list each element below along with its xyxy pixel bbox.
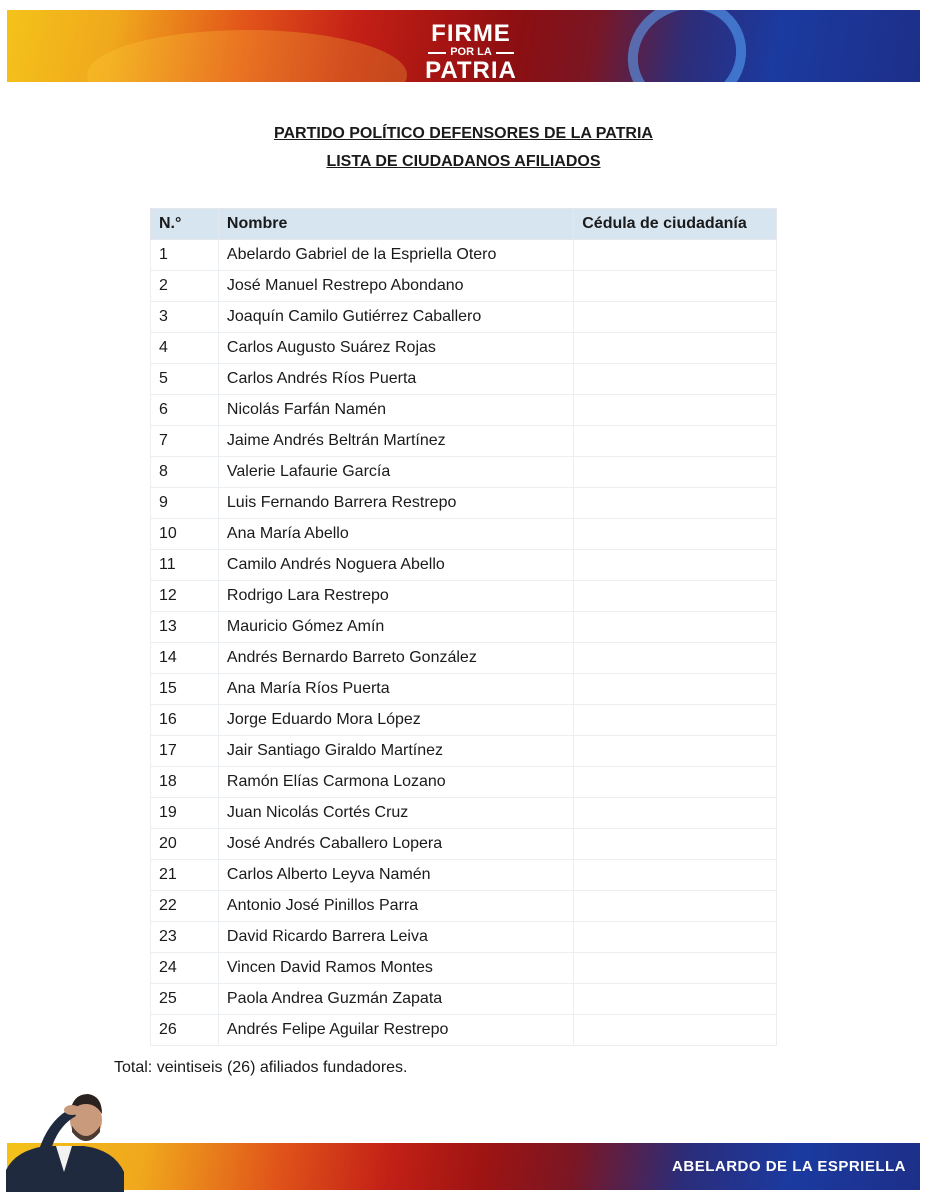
row-id-redacted	[574, 643, 777, 674]
logo-line-3: PATRIA	[425, 57, 517, 82]
row-id-redacted	[574, 488, 777, 519]
row-number: 9	[151, 488, 219, 519]
column-header-number: N.°	[151, 209, 219, 240]
row-name: Ana María Ríos Puerta	[218, 674, 573, 705]
row-id-redacted	[574, 1015, 777, 1046]
row-number: 16	[151, 705, 219, 736]
row-name: Paola Andrea Guzmán Zapata	[218, 984, 573, 1015]
row-id-redacted	[574, 240, 777, 271]
row-name: Abelardo Gabriel de la Espriella Otero	[218, 240, 573, 271]
row-name: David Ricardo Barrera Leiva	[218, 922, 573, 953]
row-number: 6	[151, 395, 219, 426]
table-row	[151, 922, 777, 953]
header-banner	[7, 10, 920, 82]
row-id-redacted	[574, 364, 777, 395]
row-name: José Andrés Caballero Lopera	[218, 829, 573, 860]
table-row	[151, 302, 777, 333]
row-name: Carlos Augusto Suárez Rojas	[218, 333, 573, 364]
document-title: PARTIDO POLÍTICO DEFENSORES DE LA PATRIA	[274, 125, 653, 142]
row-id-redacted	[574, 612, 777, 643]
row-id-redacted	[574, 829, 777, 860]
row-number: 18	[151, 767, 219, 798]
row-number: 1	[151, 240, 219, 271]
row-name: Joaquín Camilo Gutiérrez Caballero	[218, 302, 573, 333]
banner-decoration	[609, 10, 764, 82]
row-name: Carlos Alberto Leyva Namén	[218, 860, 573, 891]
table-row	[151, 426, 777, 457]
banner-decoration	[87, 30, 407, 82]
row-id-redacted	[574, 922, 777, 953]
table-row	[151, 767, 777, 798]
table-row	[151, 860, 777, 891]
affiliates-table	[150, 208, 777, 1046]
table-row	[151, 643, 777, 674]
row-id-redacted	[574, 302, 777, 333]
table-row	[151, 240, 777, 271]
row-id-redacted	[574, 519, 777, 550]
row-id-redacted	[574, 736, 777, 767]
row-name: Andrés Bernardo Barreto González	[218, 643, 573, 674]
row-name: Valerie Lafaurie García	[218, 457, 573, 488]
footer-banner	[7, 1143, 920, 1190]
row-number: 4	[151, 333, 219, 364]
row-number: 2	[151, 271, 219, 302]
table-row	[151, 798, 777, 829]
table-row	[151, 612, 777, 643]
document-subtitle: LISTA DE CIUDADANOS AFILIADOS	[326, 153, 601, 170]
table-row	[151, 395, 777, 426]
row-name: Ana María Abello	[218, 519, 573, 550]
row-id-redacted	[574, 395, 777, 426]
logo-line-2-text: POR LA	[450, 46, 492, 58]
row-number: 19	[151, 798, 219, 829]
row-name: Juan Nicolás Cortés Cruz	[218, 798, 573, 829]
row-id-redacted	[574, 674, 777, 705]
table-row	[151, 1015, 777, 1046]
table-row	[151, 488, 777, 519]
row-name: Carlos Andrés Ríos Puerta	[218, 364, 573, 395]
logo-line-1: FIRME	[431, 20, 511, 47]
row-name: Ramón Elías Carmona Lozano	[218, 767, 573, 798]
row-number: 12	[151, 581, 219, 612]
row-name: Jair Santiago Giraldo Martínez	[218, 736, 573, 767]
row-number: 11	[151, 550, 219, 581]
table-row	[151, 364, 777, 395]
table-row	[151, 984, 777, 1015]
row-id-redacted	[574, 426, 777, 457]
row-id-redacted	[574, 953, 777, 984]
table-row	[151, 705, 777, 736]
table-row	[151, 457, 777, 488]
row-id-redacted	[574, 550, 777, 581]
row-name: Antonio José Pinillos Parra	[218, 891, 573, 922]
row-number: 25	[151, 984, 219, 1015]
row-name: Luis Fernando Barrera Restrepo	[218, 488, 573, 519]
table-body	[151, 240, 777, 1046]
table-row	[151, 333, 777, 364]
row-name: José Manuel Restrepo Abondano	[218, 271, 573, 302]
table-row	[151, 581, 777, 612]
table-row	[151, 829, 777, 860]
footer-name: ABELARDO DE LA ESPRIELLA	[672, 1158, 906, 1175]
row-name: Andrés Felipe Aguilar Restrepo	[218, 1015, 573, 1046]
row-id-redacted	[574, 271, 777, 302]
row-name: Nicolás Farfán Namén	[218, 395, 573, 426]
table-header-row	[151, 209, 777, 240]
row-number: 3	[151, 302, 219, 333]
row-name: Vincen David Ramos Montes	[218, 953, 573, 984]
row-number: 13	[151, 612, 219, 643]
row-id-redacted	[574, 798, 777, 829]
row-number: 23	[151, 922, 219, 953]
table-row	[151, 953, 777, 984]
row-number: 15	[151, 674, 219, 705]
candidate-portrait	[6, 1080, 124, 1192]
table-row	[151, 519, 777, 550]
row-id-redacted	[574, 767, 777, 798]
table-row	[151, 271, 777, 302]
column-header-id: Cédula de ciudadanía	[574, 209, 777, 240]
row-id-redacted	[574, 705, 777, 736]
row-id-redacted	[574, 457, 777, 488]
row-number: 8	[151, 457, 219, 488]
table-row	[151, 550, 777, 581]
table-row	[151, 674, 777, 705]
row-number: 26	[151, 1015, 219, 1046]
row-number: 5	[151, 364, 219, 395]
row-name: Jorge Eduardo Mora López	[218, 705, 573, 736]
row-name: Jaime Andrés Beltrán Martínez	[218, 426, 573, 457]
row-name: Mauricio Gómez Amín	[218, 612, 573, 643]
row-id-redacted	[574, 984, 777, 1015]
total-summary: Total: veintiseis (26) afiliados fundadores.	[114, 1059, 408, 1076]
row-number: 7	[151, 426, 219, 457]
row-name: Rodrigo Lara Restrepo	[218, 581, 573, 612]
table-row	[151, 736, 777, 767]
row-number: 10	[151, 519, 219, 550]
row-id-redacted	[574, 333, 777, 364]
row-number: 24	[151, 953, 219, 984]
row-id-redacted	[574, 860, 777, 891]
row-number: 17	[151, 736, 219, 767]
party-logo	[415, 22, 527, 82]
row-number: 20	[151, 829, 219, 860]
column-header-name: Nombre	[218, 209, 573, 240]
row-id-redacted	[574, 581, 777, 612]
row-number: 21	[151, 860, 219, 891]
table-row	[151, 891, 777, 922]
row-name: Camilo Andrés Noguera Abello	[218, 550, 573, 581]
row-id-redacted	[574, 891, 777, 922]
row-number: 14	[151, 643, 219, 674]
row-number: 22	[151, 891, 219, 922]
